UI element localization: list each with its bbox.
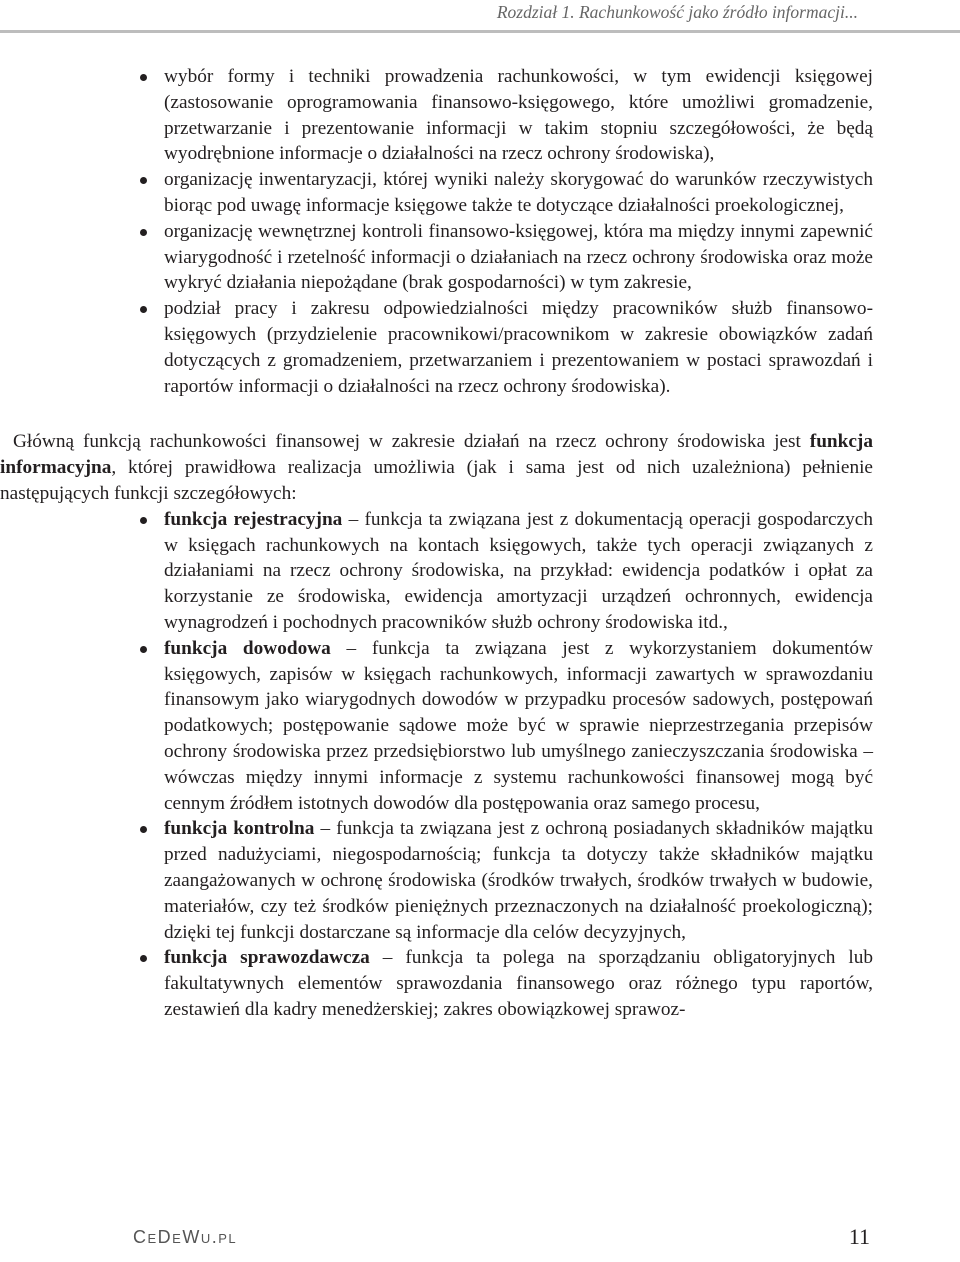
list-item: funkcja rejestracyjna – funkcja ta związana jest z dokumentacją operacji gospodarczych w księgach rachunkowych na kontach księgowych, także tych operacji związanych z działaniami na rzecz ochrony środowiska, na przykład: ewidencja podatków i opłat za korzystanie ze środowiska, ewidencja amortyzacji urządzeń ochronnych, ewidencja wynagrodzeń i pochodnych pracowników służb ochrony środowiska itd., bbox=[135, 507, 873, 636]
bullet-icon bbox=[140, 517, 147, 524]
bullet-icon bbox=[140, 74, 147, 81]
publisher-brand: CeDeWu.pl bbox=[133, 1227, 238, 1247]
function-term: funkcja sprawozdawcza bbox=[164, 947, 370, 969]
bullet-icon bbox=[140, 177, 147, 184]
list-item: funkcja kontrolna – funkcja ta związana jest z ochroną posiadanych składników majątku przed nadużyciami, niegospodarnością; funkcja ta dotyczy także składników majątku zaangażowanych w ochronę środowiska (środków trwałych, środków trwałych w budowie, materiałów, czy też środków pieniężnych przeznaczonych na działalność proekologiczną); dzięki tej funkcji dostarczane są informacje dla celów decyzyjnych, bbox=[135, 816, 873, 945]
header-rule bbox=[0, 30, 960, 33]
bullet-icon bbox=[140, 955, 147, 962]
list-item: funkcja dowodowa – funkcja ta związana jest z wykorzystaniem dokumentów księgowych, zapisów w księgach rachunkowych, informacji zawartych w sprawozdaniu finansowym jako wiarygodnych dowodów w przypadku procesów sadowych, postępowań podatkowych; postępowanie sądowe może być w sprawie nieprzestrzegania przepisów ochrony środowiska przez przedsiębiorstwo lub umyślnego zanieczyszczania środowiska – wówczas między innymi informacje z systemu rachunkowości finansowej mogą być cennym źródłem istotnych dowodów dla postępowania oraz samego procesu, bbox=[135, 636, 873, 817]
main-paragraph bbox=[0, 429, 873, 506]
list-item: organizację inwentaryzacji, której wyniki należy skorygować do warunków rzeczywistych biorąc pod uwagę informacje księgowe także te dotyczące działalności proekologicznej, bbox=[135, 167, 873, 219]
list-item: podział pracy i zakresu odpowiedzialności między pracowników służb finansowo-księgowych (przydzielenie pracownikowi/pracownikom w zakresie obowiązków zadań dotyczących z gromadzeniem, przetwarzaniem i prezentowaniem w postaci sprawozdań i raportów informacji o działalności na rzecz ochrony środowiska). bbox=[135, 296, 873, 399]
bullet-icon bbox=[140, 306, 147, 313]
function-term: funkcja rejestracyjna bbox=[164, 508, 343, 530]
bullet-list-1 bbox=[135, 64, 873, 399]
list-item: wybór formy i techniki prowadzenia rachunkowości, w tym ewidencji księgowej (zastosowanie oprogramowania finansowo-księgowego, które umożliwi gromadzenie, przetwarzanie i prezentowanie informacji w takim stopniu szczegółowości, że będą wyodrębnione informacje o działalności na rzecz ochrony środowiska), bbox=[135, 64, 873, 167]
list-item: funkcja sprawozdawcza – funkcja ta polega na sporządzaniu obligatoryjnych lub fakultatywnych elementów sprawozdania finansowego oraz różnego typu raportów, zestawień dla kadry menedżerskiej; zakres obowiązkowej sprawoz- bbox=[135, 945, 873, 1022]
paragraph-text-before: Główną funkcją rachunkowości finansowej w zakresie działań na rzecz ochrony środowiska jest bbox=[13, 431, 810, 453]
bullet-icon bbox=[140, 229, 147, 236]
paragraph-text-after: , której prawidłowa realizacja umożliwia (jak i sama jest od nich uzależniona) pełnienie następujących funkcji szczegółowych: bbox=[0, 457, 873, 504]
running-title: Rozdział 1. Rachunkowość jako źródło informacji... bbox=[496, 2, 858, 22]
page-body bbox=[0, 64, 873, 1023]
function-term: funkcja dowodowa bbox=[164, 637, 331, 659]
bullet-icon bbox=[140, 646, 147, 653]
paragraph-bold-term: funkcja informacyjna bbox=[0, 431, 873, 479]
function-term: funkcja kontrolna bbox=[164, 818, 315, 840]
page-number: 11 bbox=[848, 1224, 870, 1249]
list-item: organizację wewnętrznej kontroli finansowo-księgowej, która ma między innymi zapewnić wiarygodność i rzetelność informacji o działaniach na rzecz ochrony środowiska oraz może wykryć działania niepożądane (brak gospodarności) w tym zakresie, bbox=[135, 219, 873, 296]
bullet-list-2 bbox=[135, 507, 873, 1023]
bullet-icon bbox=[140, 826, 147, 833]
